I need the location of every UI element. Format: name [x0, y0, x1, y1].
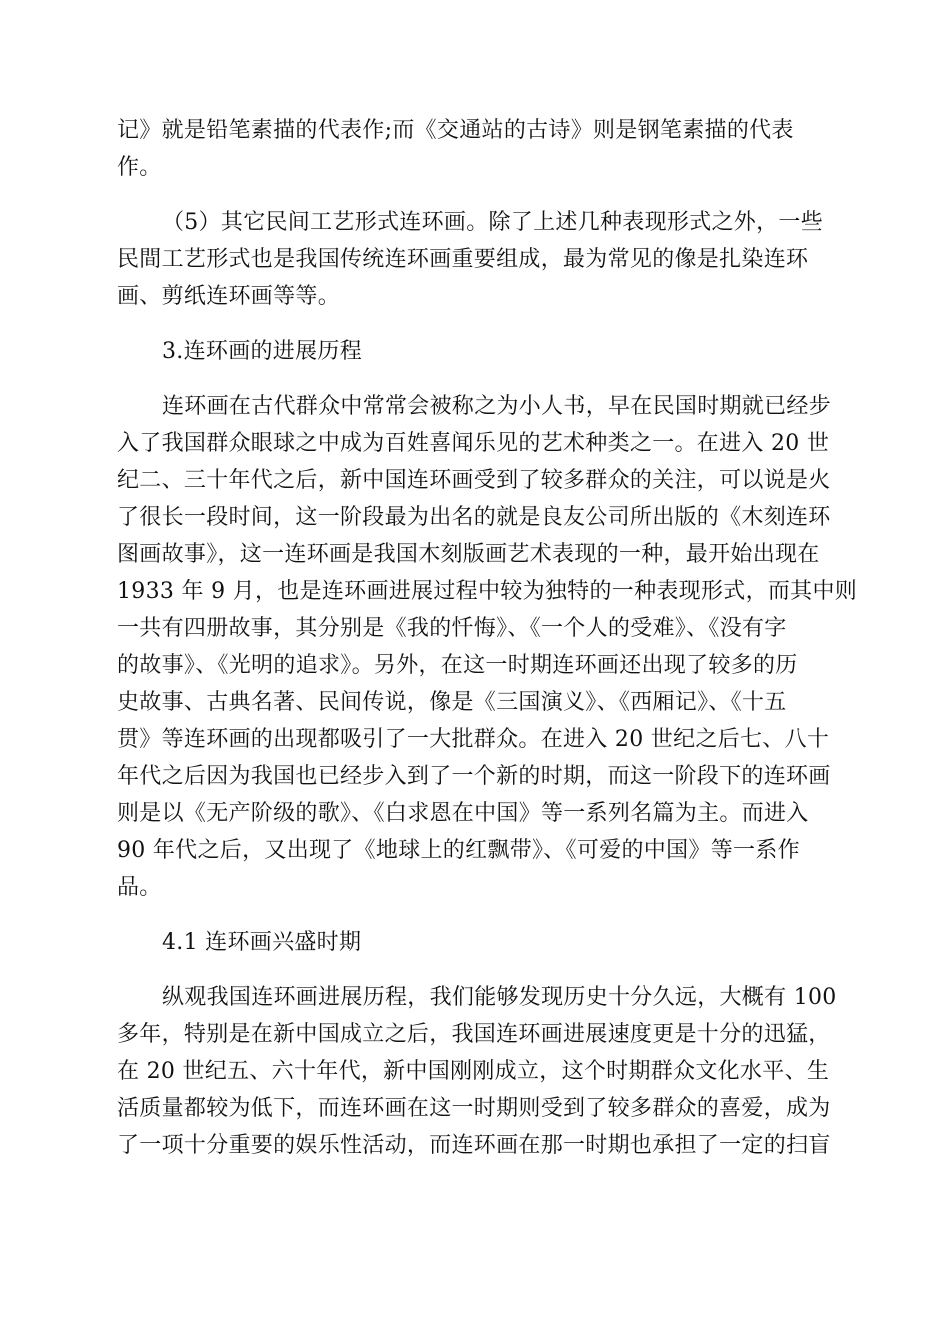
text-line: 品。 [117, 875, 162, 900]
text-line: （5）其它民间工艺形式连环画。除了上述几种表现形式之外，一些 [162, 210, 823, 235]
text-line: 在 20 世纪五、六十年代，新中国刚刚成立，这个时期群众文化水平、生 [117, 1059, 830, 1084]
text-line: 则是以《无产阶级的歌》、《白求恩在中国》等一系列名篇为主。而进入 [117, 801, 809, 826]
text-line: 年代之后因为我国也已经步入到了一个新的时期，而这一阶段下的连环画 [117, 764, 831, 789]
text-line: 纪二、三十年代之后，新中国连环画受到了较多群众的关注，可以说是火 [117, 468, 831, 493]
text-line: 画、剪纸连环画等等。 [117, 284, 341, 309]
text-line: 纵观我国连环画进展历程，我们能够发现历史十分久远，大概有 100 [162, 985, 837, 1010]
text-line: 了很长一段时间，这一阶段最为出名的就是良友公司所出版的《木刻连环 [117, 505, 831, 530]
text-line: 了一项十分重要的娱乐性活动，而连环画在那一时期也承担了一定的扫盲 [117, 1133, 831, 1158]
text-line: 图画故事》，这一连环画是我国木刻版画艺术表现的一种，最开始出现在 [117, 542, 820, 567]
text-line: 90 年代之后，又出现了《地球上的红飘带》、《可爱的中国》等一系作 [117, 838, 800, 863]
text-line: 史故事、古典名著、民间传说，像是《三国演义》、《西厢记》、《十五 [117, 690, 787, 715]
text-line: 民間工艺形式也是我国传统连环画重要组成，最为常见的像是扎染连环 [117, 247, 809, 272]
text-line: 入了我国群众眼球之中成为百姓喜闻乐见的艺术种类之一。在进入 20 世 [117, 431, 830, 456]
text-line: 1933 年 9 月，也是连环画进展过程中较为独特的一种表现形式，而其中则 [117, 579, 858, 604]
section-heading: 4.1 连环画兴盛时期 [162, 930, 362, 955]
section-heading: 3.连环画的进展历程 [162, 339, 362, 364]
text-line: 贯》等连环画的出现都吸引了一大批群众。在进入 20 世纪之后七、八十 [117, 727, 830, 752]
text-line: 一共有四册故事，其分别是《我的忏悔》、《一个人的受难》、《没有字 [117, 616, 787, 641]
text-line: 作。 [117, 155, 162, 180]
text-line: 记》就是铅笔素描的代表作;而《交通站的古诗》则是钢笔素描的代表 [117, 118, 794, 143]
text-line: 连环画在古代群众中常常会被称之为小人书，早在民国时期就已经步 [162, 394, 832, 419]
text-line: 多年，特别是在新中国成立之后，我国连环画进展速度更是十分的迅猛， [117, 1022, 831, 1047]
text-line: 的故事》、《光明的追求》。另外，在这一时期连环画还出现了较多的历 [117, 653, 798, 678]
text-line: 活质量都较为低下，而连环画在这一时期则受到了较多群众的喜爱，成为 [117, 1096, 831, 1121]
